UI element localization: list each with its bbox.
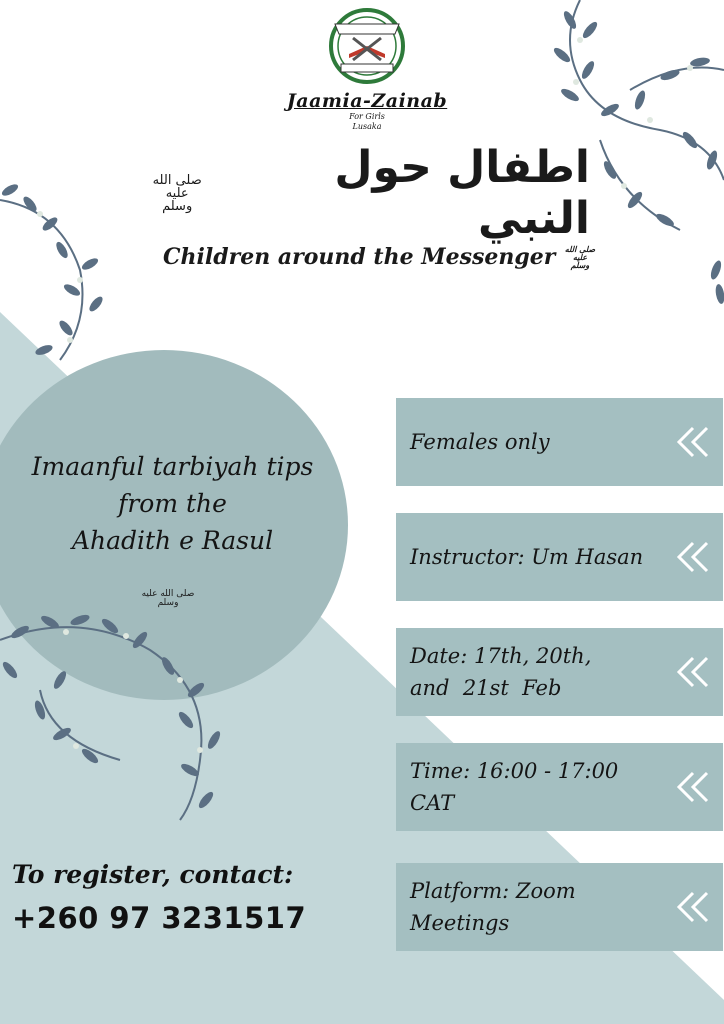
leaf-vine-circle-icon	[0, 610, 240, 825]
english-salawat: صلى الله عليه وسلم	[564, 245, 596, 270]
info-box-audience	[396, 398, 723, 486]
topic-line-1: Imaanful tarbiyah tips	[31, 452, 314, 481]
info-line-1: Time: 16:00 - 17:00	[410, 759, 619, 783]
logo-name: Jaamia-Zainab	[286, 90, 448, 112]
topic-line-3: Ahadith e Rasul	[71, 526, 274, 555]
arabic-heading: اطفال حول النبي	[334, 142, 590, 244]
logo-subtitle-1: For Girls	[349, 112, 385, 121]
info-text	[410, 875, 660, 939]
info-text	[410, 640, 660, 704]
english-heading: Children around the Messenger	[163, 244, 556, 270]
info-text	[410, 755, 660, 819]
leaf-vine-right-edge-icon	[700, 250, 724, 310]
salawat-calligraphy: صلى الله عليه وسلم	[152, 172, 202, 214]
contact-block	[12, 855, 372, 941]
arabic-title	[150, 142, 590, 244]
info-line-2: CAT	[410, 791, 455, 815]
topic-salawat: صلى الله عليه وسلم	[141, 589, 195, 608]
contact-phone[interactable]: +260 97 3231517	[12, 901, 307, 935]
contact-label: To register, contact:	[12, 860, 294, 889]
info-line-1: Females only	[410, 430, 550, 454]
info-box-instructor	[396, 513, 723, 601]
info-box-platform	[396, 863, 723, 951]
info-box-time	[396, 743, 723, 831]
double-chevron-left-icon	[677, 541, 713, 573]
double-chevron-left-icon	[677, 656, 713, 688]
logo-subtitle-2: Lusaka	[352, 122, 382, 131]
info-line-1: Instructor: Um Hasan	[410, 545, 644, 569]
topic-line-2: from the	[118, 489, 227, 518]
info-line-2: Meetings	[410, 911, 510, 935]
logo-badge	[327, 6, 407, 86]
logo	[272, 6, 462, 132]
info-text	[410, 426, 660, 458]
info-box-date	[396, 628, 723, 716]
double-chevron-left-icon	[677, 426, 713, 458]
topic-text	[0, 448, 345, 559]
english-title	[160, 244, 600, 270]
info-line-1: Date: 17th, 20th,	[410, 644, 592, 668]
info-line-1: Platform: Zoom	[410, 879, 576, 903]
double-chevron-left-icon	[677, 771, 713, 803]
double-chevron-left-icon	[677, 891, 713, 923]
leaf-vine-left-icon	[0, 180, 110, 370]
info-line-2: and 21st Feb	[410, 676, 562, 700]
info-text	[410, 541, 680, 573]
